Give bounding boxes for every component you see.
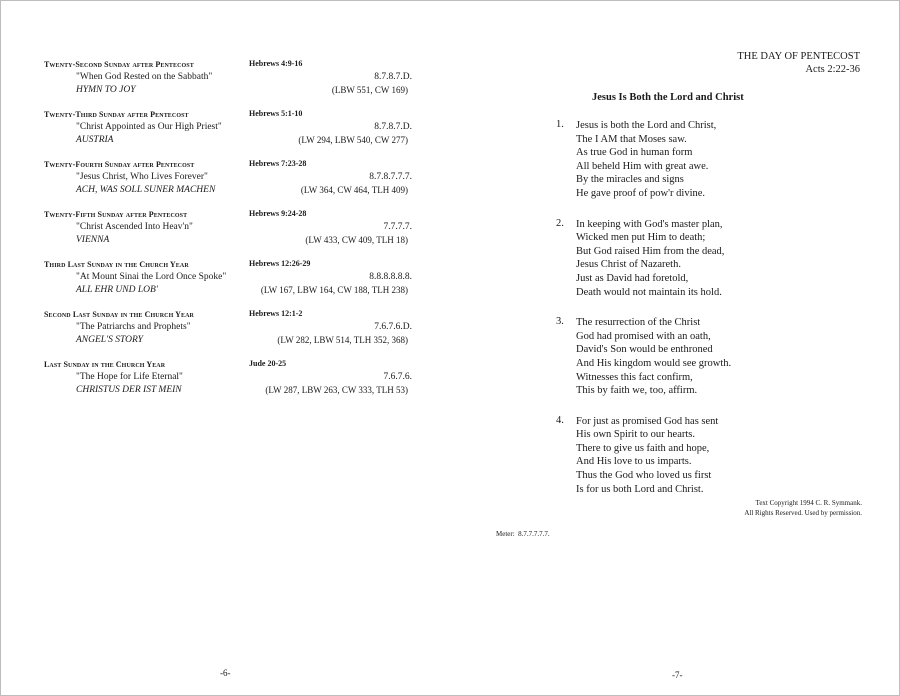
hymn-entry <box>44 60 424 110</box>
hymnal-references: (LW 167, LBW 164, CW 188, TLH 238) <box>260 285 408 295</box>
hymn-title: "Christ Ascended Into Heav'n" <box>76 222 193 232</box>
hymn-entry <box>44 110 424 160</box>
hymn-meter: 8.7.8.7.D. <box>374 72 412 82</box>
meter-value: 8.7.7.7.7.7. <box>518 530 550 538</box>
stanza-line: And His love to us imparts. <box>576 456 692 468</box>
hymn-meter: 8.8.8.8.8.8. <box>369 272 412 282</box>
stanza-number: 1. <box>556 119 564 130</box>
meter-info <box>496 530 550 538</box>
header-day: THE DAY OF PENTECOST <box>737 51 860 62</box>
stanza-line: Death would not maintain its hold. <box>576 286 722 298</box>
stanza-line: Jesus Christ of Nazareth. <box>576 259 681 271</box>
tune-name: CHRISTUS DER IST MEIN <box>76 385 182 395</box>
stanza-line: The I AM that Moses saw. <box>576 133 687 145</box>
header-reading: Acts 2:22-36 <box>805 64 860 75</box>
stanza-line: And His kingdom would see growth. <box>576 357 732 369</box>
hymn-entry <box>44 360 424 410</box>
tune-name: HYMN TO JOY <box>76 85 136 95</box>
sunday-name: Last Sunday in the Church Year <box>44 360 166 369</box>
page-header <box>737 50 860 76</box>
hymn-title: "The Hope for Life Eternal" <box>76 372 183 382</box>
stanza-line: His own Spirit to our hearts. <box>576 429 695 441</box>
stanza-line: There to give us faith and hope, <box>576 442 710 454</box>
copyright-line: Text Copyright 1994 C. R. Symmank. <box>755 499 862 507</box>
hymn-title: "When God Rested on the Sabbath" <box>76 72 213 82</box>
stanza-line: Thus the God who loved us first <box>576 470 712 482</box>
tune-name: ANGEL'S STORY <box>76 335 143 345</box>
hymnal-references: (LBW 551, CW 169) <box>331 85 408 95</box>
tune-name: ACH, WAS SOLL SUNER MACHEN <box>76 185 216 195</box>
hymn-meter: 8.7.8.7.D. <box>374 122 412 132</box>
stanza <box>556 119 866 201</box>
meter-label: Meter: <box>496 530 515 538</box>
tune-name: AUSTRIA <box>76 135 114 145</box>
hymn-meter: 7.6.7.6. <box>383 372 412 382</box>
hymnal-references: (LW 294, LBW 540, CW 277) <box>298 135 408 145</box>
stanza-line: In keeping with God's master plan, <box>576 218 723 230</box>
stanza-line: God had promised with an oath, <box>576 330 711 342</box>
page-number-left: -6- <box>220 668 231 678</box>
stanza-line: But God raised Him from the dead, <box>576 245 725 257</box>
stanza-line: He gave proof of pow'r divine. <box>576 187 706 199</box>
sunday-name: Twenty-Second Sunday after Pentecost <box>44 60 194 69</box>
stanza-line: Jesus is both the Lord and Christ, <box>576 120 717 131</box>
hymn-title: "Jesus Christ, Who Lives Forever" <box>76 172 208 182</box>
hymnal-references: (LW 282, LBW 514, TLH 352, 368) <box>277 335 408 345</box>
left-page <box>44 60 424 410</box>
stanza-line: This by faith we, too, affirm. <box>576 385 698 397</box>
hymn-meter: 7.6.7.6.D. <box>374 322 412 332</box>
hymn-title: "At Mount Sinai the Lord Once Spoke" <box>76 272 227 282</box>
sunday-name: Third Last Sunday in the Church Year <box>44 260 189 269</box>
hymn-title: "The Patriarchs and Prophets" <box>76 322 191 332</box>
hymnal-references: (LW 287, LBW 263, CW 333, TLH 53) <box>265 385 408 395</box>
hymn-entry <box>44 310 424 360</box>
stanza-line: David's Son would be enthroned <box>576 344 713 356</box>
sunday-name: Twenty-Fourth Sunday after Pentecost <box>44 160 195 169</box>
hymn-entry <box>44 260 424 310</box>
stanza-line: Wicked men put Him to death; <box>576 232 706 244</box>
tune-name: ALL EHR UND LOB' <box>76 285 158 295</box>
hymn-stanzas <box>556 119 866 513</box>
scripture-reading: Hebrews 7:23-28 <box>249 159 307 168</box>
hymnal-references: (LW 364, CW 464, TLH 409) <box>300 185 408 195</box>
hymn-entry <box>44 210 424 260</box>
hymn-heading: Jesus Is Both the Lord and Christ <box>592 92 744 103</box>
scripture-reading: Hebrews 12:26-29 <box>249 259 311 268</box>
hymn-title: "Christ Appointed as Our High Priest" <box>76 122 222 132</box>
stanza-number: 2. <box>556 217 564 229</box>
stanza <box>556 415 866 497</box>
stanza-line: As true God in human form <box>576 147 693 159</box>
sunday-name: Twenty-Fifth Sunday after Pentecost <box>44 210 188 219</box>
copyright-notice <box>744 498 862 518</box>
stanza-number: 3. <box>556 316 564 328</box>
hymn-entry <box>44 160 424 210</box>
stanza-line: For just as promised God has sent <box>576 415 719 427</box>
sunday-name: Twenty-Third Sunday after Pentecost <box>44 110 189 119</box>
stanza-line: Is for us both Lord and Christ. <box>576 483 704 495</box>
scripture-reading: Hebrews 12:1-2 <box>249 309 303 318</box>
stanza-line: Just as David had foretold, <box>576 272 689 284</box>
hymn-meter: 8.7.8.7.7.7. <box>369 172 412 182</box>
scripture-reading: Jude 20-25 <box>249 359 287 368</box>
scripture-reading: Hebrews 9:24-28 <box>249 209 307 218</box>
stanza-line: Witnesses this fact confirm, <box>576 371 693 383</box>
hymn-meter: 7.7.7.7. <box>383 222 412 232</box>
tune-name: VIENNA <box>76 235 110 245</box>
stanza-line: The resurrection of the Christ <box>576 317 701 329</box>
stanza-line: All beheld Him with great awe. <box>576 160 709 172</box>
page-number-right: -7- <box>672 670 683 680</box>
scripture-reading: Hebrews 4:9-16 <box>249 59 303 68</box>
hymnal-references: (LW 433, CW 409, TLH 18) <box>305 235 408 245</box>
sunday-name: Second Last Sunday in the Church Year <box>44 310 194 319</box>
stanza-line: By the miracles and signs <box>576 174 684 186</box>
stanza <box>556 218 866 300</box>
stanza-number: 4. <box>556 414 564 426</box>
permission-line: All Rights Reserved. Used by permission. <box>744 509 862 517</box>
scripture-reading: Hebrews 5:1-10 <box>249 109 303 118</box>
stanza <box>556 316 866 398</box>
